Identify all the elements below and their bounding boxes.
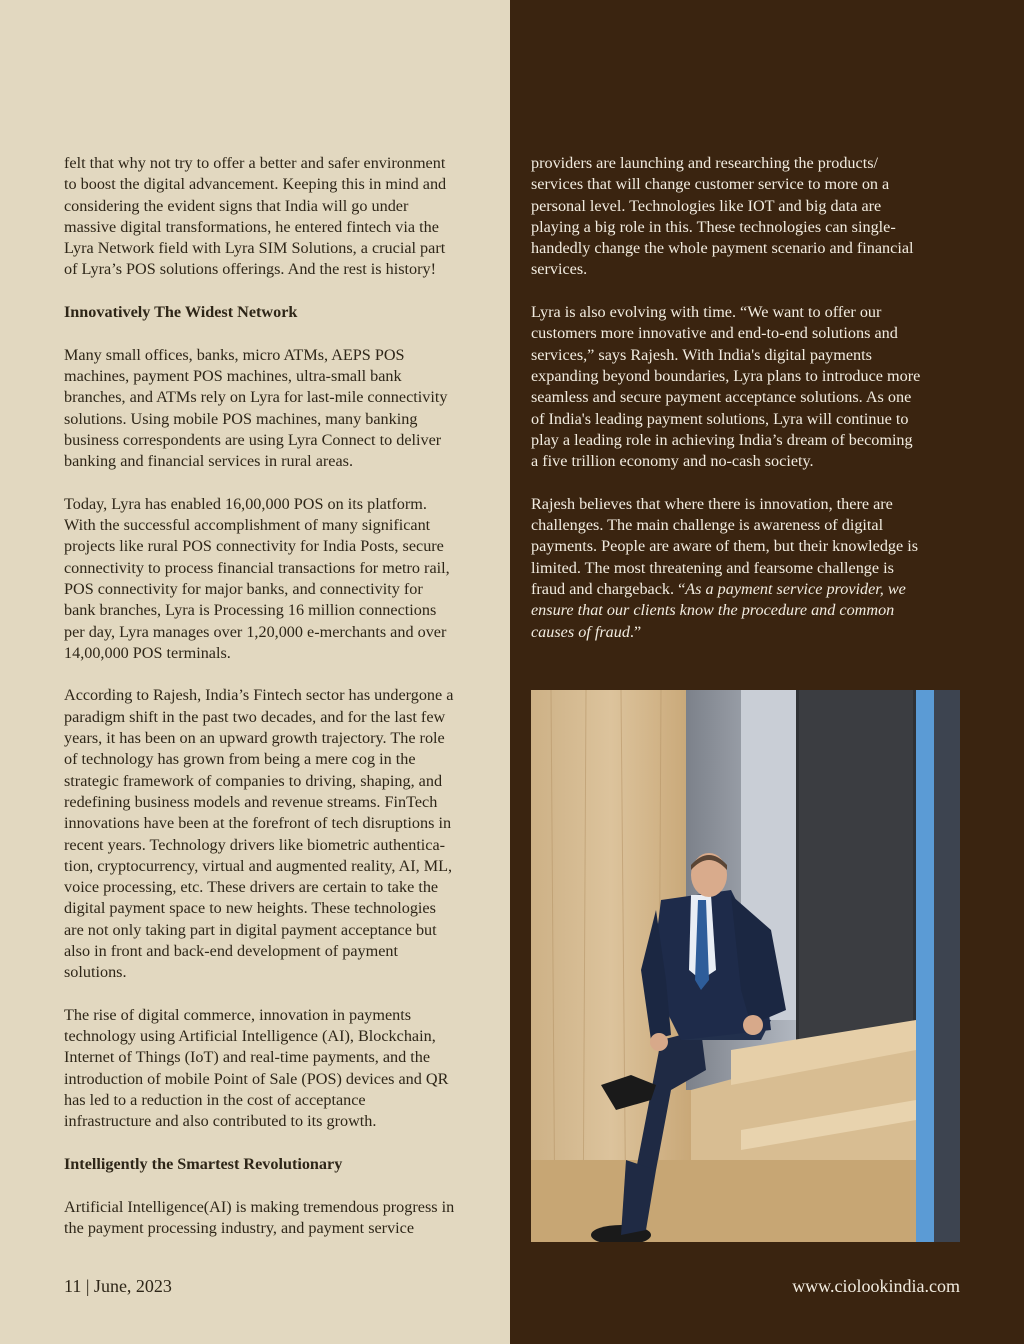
article-paragraph: providers are launching and researching the products/ services that will change customer service to more on a personal level. Technologies like IOT and big data are playing a big role in this. These technologies can single- handedly change the whole payment scenario and financial services. <box>531 154 914 279</box>
quote-italic-text: As a payment service provider, we ensure that our clients know the procedure and common causes of fraud <box>531 579 906 641</box>
quote-lead-text: Rajesh believes that where there is innovation, there are challenges. The main challenge is awareness of digital payments. People are aware of them, but their knowledge is limited. The most threatening and fearsome challenge is fraud and chargeback. “ <box>531 494 919 598</box>
quote-end-text: .” <box>629 622 642 641</box>
article-paragraph: Artificial Intelligence(AI) is making tremendous progress in the payment processing industry, and payment service <box>64 1197 455 1237</box>
website-link[interactable]: www.ciolookindia.com <box>792 1276 960 1296</box>
right-article-column <box>531 153 965 664</box>
section-heading: Innovatively The Widest Network <box>64 303 298 322</box>
article-paragraph: According to Rajesh, India’s Fintech sector has undergone a paradigm shift in the past two decades, and for the last few years, it has been on an upward growth trajectory. The role of technology has grown from being a mere cog in the strategic framework of companies to driving, shaping, and redefining business models and revenue streams. FinTech innovations have been at the forefront of tech disruptions in recent years. Technology drivers like biometric authentica- tion, cryptocurrency, virtual and augmented reality, AI, ML, voice processing, etc. These drivers are certain to take the digital payment space to new heights. These technologies are not only taking part in digital payment acceptance but also in front and back-end development of payment solutions. <box>64 686 454 982</box>
section-heading: Intelligently the Smartest Revolutionary <box>64 1154 343 1173</box>
article-paragraph-quote <box>531 494 965 643</box>
portrait-photo <box>531 690 960 1242</box>
article-paragraph: The rise of digital commerce, innovation in payments technology using Artificial Intelligence (AI), Blockchain, Internet of Things (IoT) and real-time payments, and the introduction of mobile Point of Sale (POS) devices and QR has led to a reduction in the cost of acceptance infrastructure and also contributed to its growth. <box>64 1005 449 1131</box>
article-paragraph: Many small offices, banks, micro ATMs, AEPS POS machines, payment POS machines, ultra-small bank branches, and ATMs rely on Lyra for last-mile connectivity solutions. Using mobile POS machines, many banking business correspondents are using Lyra Connect to deliver banking and financial services in rural areas. <box>64 345 448 471</box>
left-article-column <box>64 153 504 1260</box>
article-paragraph: Lyra is also evolving with time. “We want to offer our customers more innovative and end-to-end solutions and services,” says Rajesh. With India's digital payments expanding beyond boundaries, Lyra plans to introduce more seamless and secure payment acceptance solutions. As one of India's leading payment solutions, Lyra will continue to play a leading role in achieving India’s dream of becoming a five trillion economy and no-cash society. <box>531 303 921 471</box>
article-paragraph: felt that why not try to offer a better and safer environment to boost the digital advancement. Keeping this in mind and considering the evident signs that India will go under massive digital transformations, he entered fintech via the Lyra Network field with Lyra SIM Solutions, a crucial part of Lyra’s POS solutions offerings. And the rest is history! <box>64 154 447 279</box>
page-number-date: 11 | June, 2023 <box>64 1276 172 1296</box>
article-paragraph: Today, Lyra has enabled 16,00,000 POS on its platform. With the successful accomplishment of many significant projects like rural POS connectivity for India Posts, secure connectivity to process financial transactions for metro rail, POS connectivity for major banks, and connectivity for bank branches, Lyra is Processing 16 million connections per day, Lyra manages over 1,20,000 e-merchants and over 14,00,000 POS terminals. <box>64 494 450 662</box>
